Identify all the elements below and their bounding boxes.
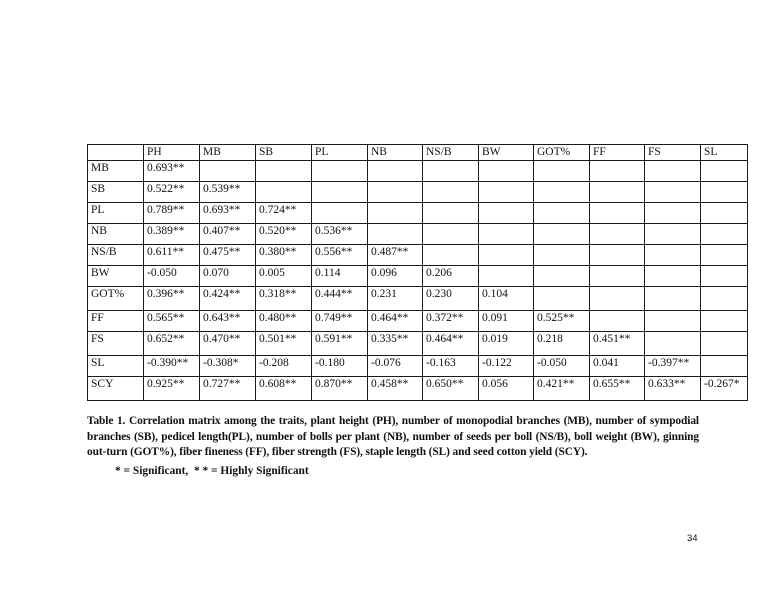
correlation-cell <box>701 245 748 266</box>
correlation-cell: -0.208 <box>256 356 312 377</box>
correlation-cell: 0.231 <box>368 287 423 311</box>
correlation-cell <box>590 203 645 224</box>
correlation-cell: 0.096 <box>368 266 423 287</box>
correlation-cell: 0.520** <box>256 224 312 245</box>
correlation-cell: 0.693** <box>144 161 200 182</box>
correlation-cell <box>312 203 368 224</box>
table-row <box>88 203 748 224</box>
correlation-cell <box>701 203 748 224</box>
correlation-cell: 0.114 <box>312 266 368 287</box>
correlation-cell <box>590 266 645 287</box>
row-header: BW <box>88 266 144 287</box>
correlation-cell: 0.608** <box>256 377 312 401</box>
correlation-cell: 0.536** <box>312 224 368 245</box>
column-header: BW <box>479 145 534 161</box>
column-header: NB <box>368 145 423 161</box>
page-number: 34 <box>687 533 698 544</box>
correlation-cell: 0.421** <box>534 377 590 401</box>
row-header: GOT% <box>88 287 144 311</box>
correlation-cell <box>645 224 701 245</box>
correlation-cell: 0.444** <box>312 287 368 311</box>
correlation-cell: 0.724** <box>256 203 312 224</box>
correlation-cell <box>645 332 701 356</box>
correlation-cell: 0.335** <box>368 332 423 356</box>
correlation-cell <box>423 245 479 266</box>
matrix-body <box>88 145 748 401</box>
correlation-cell: 0.925** <box>144 377 200 401</box>
correlation-cell: 0.070 <box>200 266 256 287</box>
correlation-cell <box>256 182 312 203</box>
row-header: SB <box>88 182 144 203</box>
correlation-cell <box>701 356 748 377</box>
correlation-cell <box>590 224 645 245</box>
table-row <box>88 332 748 356</box>
correlation-cell <box>701 161 748 182</box>
correlation-cell <box>423 203 479 224</box>
correlation-cell <box>590 245 645 266</box>
correlation-cell: 0.556** <box>312 245 368 266</box>
correlation-cell <box>479 224 534 245</box>
correlation-cell <box>590 161 645 182</box>
correlation-cell: -0.267* <box>701 377 748 401</box>
correlation-cell <box>590 311 645 332</box>
correlation-cell: 0.727** <box>200 377 256 401</box>
correlation-cell <box>534 266 590 287</box>
correlation-cell: 0.655** <box>590 377 645 401</box>
correlation-cell: 0.643** <box>200 311 256 332</box>
significance-note: * = Significant, * * = Highly Significant <box>115 465 309 477</box>
correlation-cell <box>534 224 590 245</box>
correlation-cell: 0.522** <box>144 182 200 203</box>
correlation-cell: 0.206 <box>423 266 479 287</box>
column-header: SB <box>256 145 312 161</box>
correlation-cell <box>368 182 423 203</box>
correlation-cell: 0.091 <box>479 311 534 332</box>
correlation-cell: 0.424** <box>200 287 256 311</box>
row-header: SCY <box>88 377 144 401</box>
correlation-cell: 0.525** <box>534 311 590 332</box>
correlation-cell: 0.565** <box>144 311 200 332</box>
correlation-cell: 0.019 <box>479 332 534 356</box>
correlation-cell <box>534 182 590 203</box>
correlation-cell <box>701 311 748 332</box>
row-header: SL <box>88 356 144 377</box>
table-row <box>88 266 748 287</box>
correlation-cell <box>645 161 701 182</box>
correlation-cell <box>368 161 423 182</box>
table-row <box>88 311 748 332</box>
correlation-cell: 0.789** <box>144 203 200 224</box>
correlation-cell <box>645 287 701 311</box>
correlation-matrix-table <box>87 144 748 401</box>
correlation-cell: 0.005 <box>256 266 312 287</box>
correlation-cell <box>312 182 368 203</box>
correlation-cell: 0.218 <box>534 332 590 356</box>
correlation-cell: -0.050 <box>144 266 200 287</box>
correlation-cell: -0.076 <box>368 356 423 377</box>
correlation-cell <box>645 182 701 203</box>
table-row <box>88 356 748 377</box>
correlation-cell <box>423 161 479 182</box>
correlation-cell: 0.480** <box>256 311 312 332</box>
correlation-cell <box>645 266 701 287</box>
correlation-cell: 0.389** <box>144 224 200 245</box>
correlation-cell <box>368 203 423 224</box>
correlation-cell <box>256 161 312 182</box>
correlation-cell: -0.122 <box>479 356 534 377</box>
table-row <box>88 224 748 245</box>
correlation-cell <box>701 182 748 203</box>
correlation-cell <box>701 287 748 311</box>
correlation-cell: 0.475** <box>200 245 256 266</box>
correlation-cell: 0.380** <box>256 245 312 266</box>
correlation-cell <box>534 203 590 224</box>
correlation-cell: 0.470** <box>200 332 256 356</box>
column-header: PL <box>312 145 368 161</box>
table-row <box>88 161 748 182</box>
row-header: NS/B <box>88 245 144 266</box>
column-header: SL <box>701 145 748 161</box>
correlation-cell: 0.501** <box>256 332 312 356</box>
row-header: FF <box>88 311 144 332</box>
correlation-cell <box>479 182 534 203</box>
correlation-cell: 0.650** <box>423 377 479 401</box>
row-header: FS <box>88 332 144 356</box>
table-row <box>88 182 748 203</box>
correlation-cell: -0.163 <box>423 356 479 377</box>
correlation-cell <box>534 245 590 266</box>
correlation-cell <box>590 287 645 311</box>
correlation-cell: 0.407** <box>200 224 256 245</box>
correlation-cell <box>645 311 701 332</box>
correlation-cell <box>312 161 368 182</box>
correlation-cell: 0.693** <box>200 203 256 224</box>
correlation-cell: 0.749** <box>312 311 368 332</box>
correlation-cell: -0.180 <box>312 356 368 377</box>
correlation-cell <box>645 203 701 224</box>
correlation-cell: 0.611** <box>144 245 200 266</box>
column-header: GOT% <box>534 145 590 161</box>
correlation-cell: 0.230 <box>423 287 479 311</box>
correlation-cell <box>701 332 748 356</box>
correlation-cell: 0.451** <box>590 332 645 356</box>
correlation-cell: 0.539** <box>200 182 256 203</box>
table-row <box>88 287 748 311</box>
row-header: NB <box>88 224 144 245</box>
table-caption: Table 1. Correlation matrix among the traits, plant height (PH), number of monopodial branches (MB), number of sympodial branches (SB), pedicel length(PL), number of bolls per plant (NB), number of seeds per boll (NS/B), boll weight (BW), ginning out-turn (GOT%), fiber fineness (FF), fiber strength (FS), staple length (SL) and seed cotton yield (SCY). <box>87 415 699 458</box>
correlation-cell <box>423 224 479 245</box>
correlation-cell <box>479 245 534 266</box>
column-header: MB <box>200 145 256 161</box>
correlation-cell: 0.056 <box>479 377 534 401</box>
corner-cell <box>88 145 144 161</box>
row-header: MB <box>88 161 144 182</box>
correlation-cell: 0.591** <box>312 332 368 356</box>
correlation-cell: 0.487** <box>368 245 423 266</box>
correlation-cell: 0.396** <box>144 287 200 311</box>
header-row <box>88 145 748 161</box>
correlation-cell: 0.458** <box>368 377 423 401</box>
correlation-cell <box>534 161 590 182</box>
correlation-cell: -0.050 <box>534 356 590 377</box>
correlation-cell <box>479 161 534 182</box>
correlation-cell: 0.870** <box>312 377 368 401</box>
correlation-cell <box>479 266 534 287</box>
correlation-cell <box>200 161 256 182</box>
correlation-cell: 0.104 <box>479 287 534 311</box>
table-row <box>88 245 748 266</box>
table-row <box>88 377 748 401</box>
correlation-cell <box>701 266 748 287</box>
correlation-cell: 0.652** <box>144 332 200 356</box>
correlation-cell <box>368 224 423 245</box>
row-header: PL <box>88 203 144 224</box>
correlation-cell: 0.372** <box>423 311 479 332</box>
column-header: NS/B <box>423 145 479 161</box>
correlation-cell: -0.397** <box>645 356 701 377</box>
correlation-cell <box>701 224 748 245</box>
correlation-cell <box>423 182 479 203</box>
column-header: FF <box>590 145 645 161</box>
correlation-cell <box>645 245 701 266</box>
correlation-cell <box>479 203 534 224</box>
correlation-cell <box>590 182 645 203</box>
correlation-cell: -0.308* <box>200 356 256 377</box>
correlation-cell: -0.390** <box>144 356 200 377</box>
correlation-cell: 0.464** <box>368 311 423 332</box>
correlation-cell: 0.318** <box>256 287 312 311</box>
correlation-cell <box>534 287 590 311</box>
column-header: FS <box>645 145 701 161</box>
column-header: PH <box>144 145 200 161</box>
correlation-cell: 0.633** <box>645 377 701 401</box>
correlation-cell: 0.464** <box>423 332 479 356</box>
correlation-cell: 0.041 <box>590 356 645 377</box>
